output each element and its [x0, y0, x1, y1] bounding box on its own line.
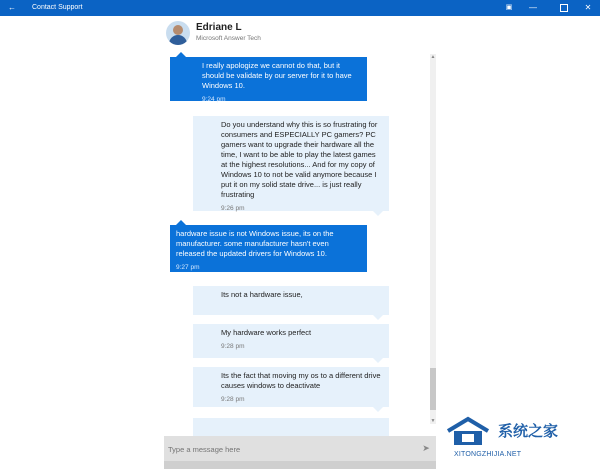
back-arrow-icon[interactable]: ←	[8, 3, 16, 12]
message-time: 9:27 pm	[176, 264, 200, 271]
message-text: hardware issue is not Windows issue, its on the manufacturer. some manufacturer hasn't even released the updated drivers for Windows 10.	[176, 229, 334, 258]
message-user-3	[193, 324, 389, 358]
message-user-2	[193, 286, 389, 315]
send-icon[interactable]: ➤	[422, 443, 430, 453]
message-text: I really apologize we cannot do that, but it should be validate by our server for it to have Windows 10.	[202, 61, 352, 90]
title-bar	[0, 0, 600, 16]
avatar-shirt-icon	[169, 35, 187, 45]
minimize-icon[interactable]: —	[529, 3, 537, 12]
avatar	[166, 21, 190, 45]
message-user-4	[193, 367, 389, 407]
message-tail-icon	[373, 358, 383, 363]
message-text: My hardware works perfect	[221, 328, 312, 337]
message-text: Do you understand why this is so frustrating for consumers and ESPECIALLY PC gamers? PC gamers want to upgrade their hardware all the time, I want to be able to play the latest games at the highest resolutions... And for my copy of Windows 10 to not be valid anymore because I put it on my solid state drive... is just really frustrating	[221, 120, 378, 199]
message-user-1	[193, 116, 389, 211]
watermark-chinese-text: 系统之家	[498, 423, 559, 440]
message-composer	[164, 436, 436, 461]
window-title: Contact Support	[32, 4, 83, 11]
message-tail-icon	[176, 52, 186, 57]
watermark	[436, 405, 600, 469]
chat-transcript	[164, 50, 436, 436]
tablet-mode-icon[interactable]: ▣	[505, 4, 513, 11]
message-tail-icon	[373, 407, 383, 412]
message-tail-icon	[373, 211, 383, 216]
message-time: 9:24 pm	[202, 96, 226, 103]
message-tail-icon	[176, 220, 186, 225]
scroll-thumb[interactable]	[430, 368, 436, 410]
message-time: 9:28 pm	[221, 396, 245, 403]
message-tail-icon	[373, 315, 383, 320]
agent-name: Edriane L	[196, 22, 242, 33]
scroll-down-icon[interactable]: ▼	[430, 418, 436, 424]
message-user-partial	[193, 418, 389, 436]
message-text: Its not a hardware issue,	[221, 290, 303, 299]
message-input[interactable]	[164, 436, 432, 463]
message-time: 9:26 pm	[221, 205, 245, 212]
agent-role: Microsoft Answer Tech	[196, 35, 261, 42]
bottom-bar	[164, 461, 436, 469]
close-icon[interactable]: ✕	[584, 3, 592, 12]
watermark-english-text: XITONGZHIJIA.NET	[454, 451, 522, 458]
message-agent-1	[170, 57, 367, 101]
message-agent-2	[170, 225, 367, 272]
avatar-face-icon	[173, 25, 183, 35]
chat-header	[164, 20, 434, 50]
message-time: 9:28 pm	[221, 343, 245, 350]
maximize-icon[interactable]	[552, 0, 576, 16]
message-text: Its the fact that moving my os to a different drive causes windows to deactivate	[221, 371, 381, 390]
chat-scrollbar[interactable]	[430, 54, 436, 424]
house-logo-icon	[444, 413, 500, 449]
scroll-up-icon[interactable]: ▲	[430, 54, 436, 60]
